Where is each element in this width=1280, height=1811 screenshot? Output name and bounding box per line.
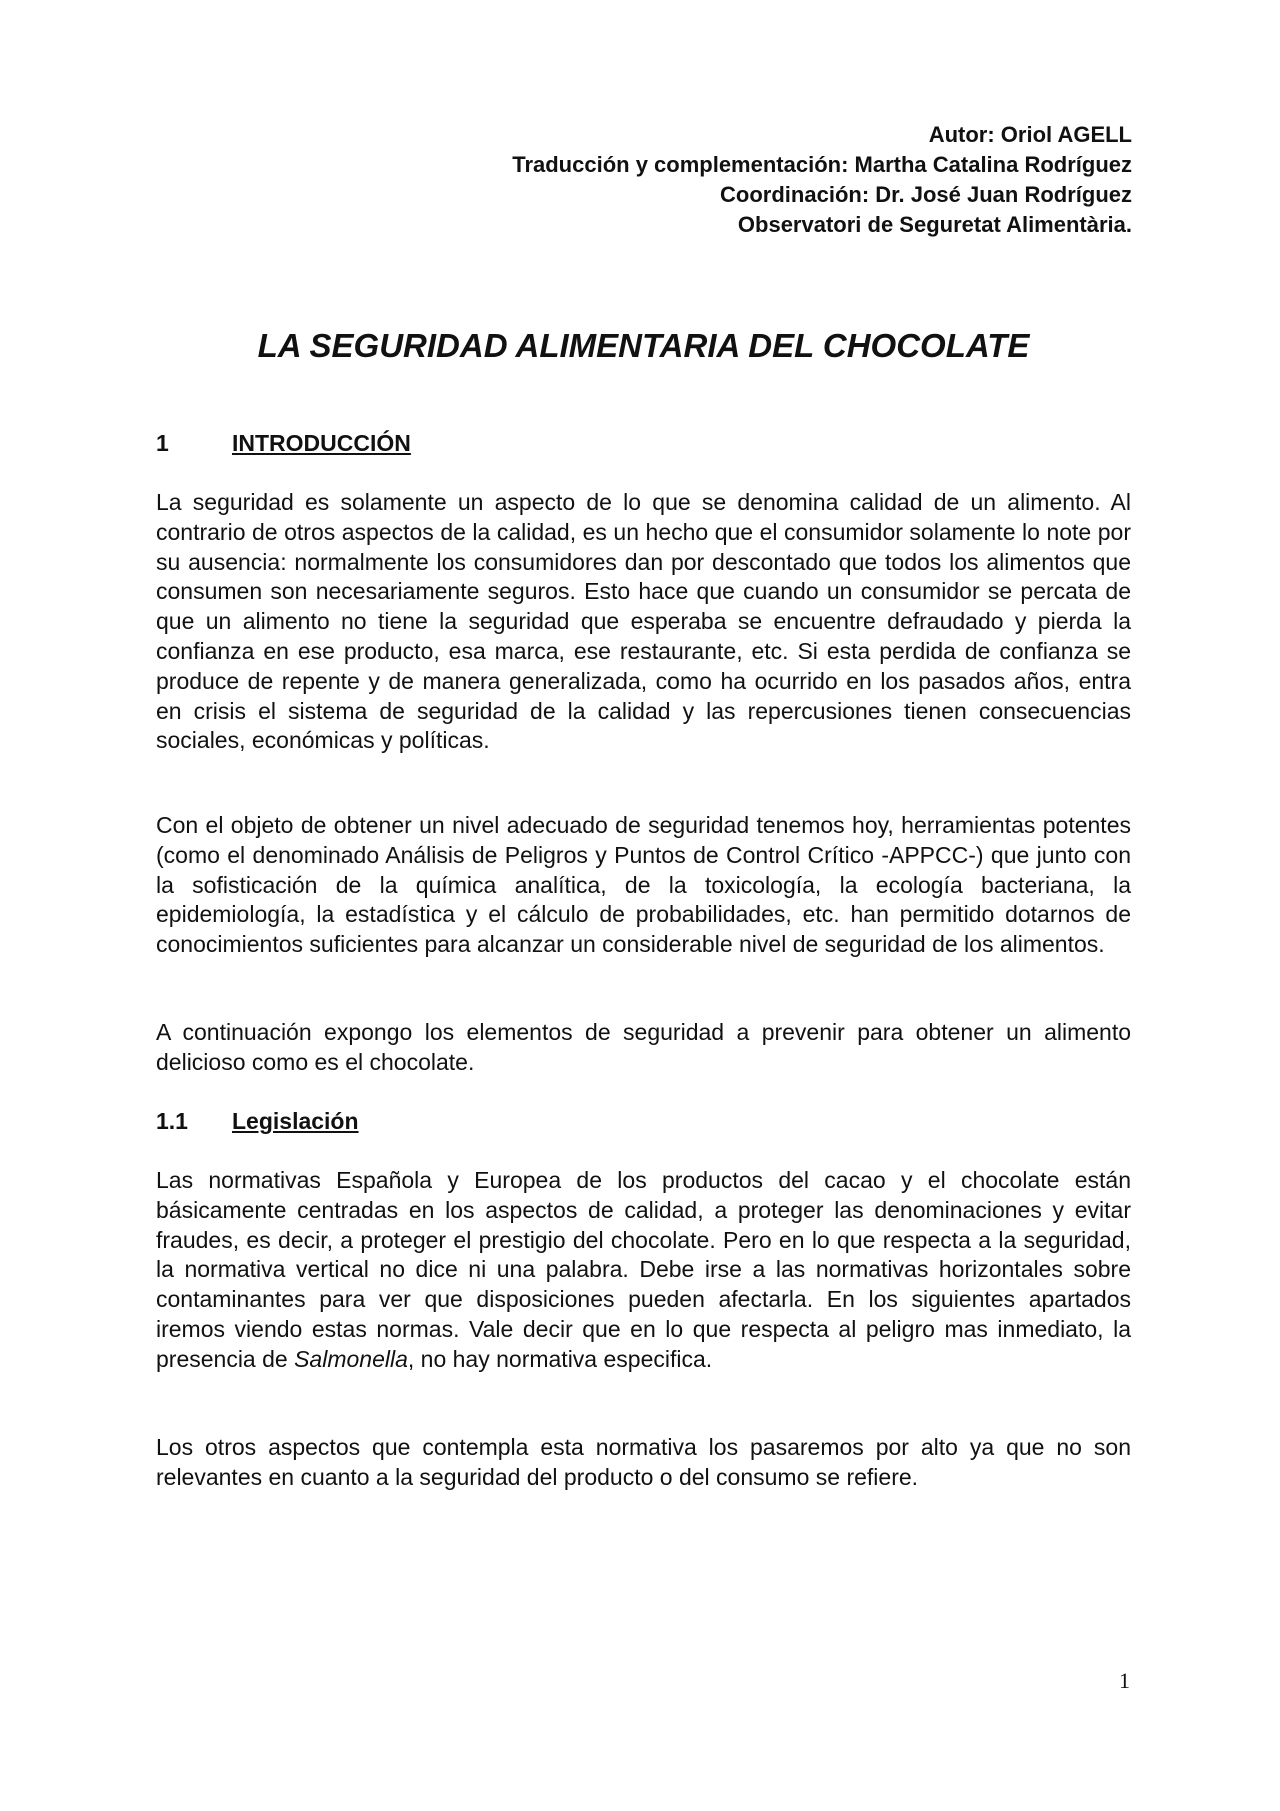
intro-paragraph-2: Con el objeto de obtener un nivel adecuado de seguridad tenemos hoy, herramientas potentes (como el denominado Análisis de Peligros y Puntos de Control Crítico -APPCC-) que junto con la sofisticación de la química analítica, de la toxicología, la ecología bacteriana, la epidemiología, la estadística y el cálculo de probabilidades, etc. han permitido dotarnos de conocimientos suficientes para alcanzar un considerable nivel de seguridad de los alimentos. xyxy=(156,812,1131,958)
organization-line: Observatori de Seguretat Alimentària. xyxy=(737,212,1132,237)
coordination-line: Coordinación: Dr. José Juan Rodríguez xyxy=(720,182,1132,207)
subsection-title: Legislación xyxy=(232,1108,359,1134)
translation-line: Traducción y complementación: Martha Catalina Rodríguez xyxy=(512,152,1132,177)
document-title: LA SEGURIDAD ALIMENTARIA DEL CHOCOLATE xyxy=(257,327,1030,364)
legislation-paragraph-2: Los otros aspectos que contempla esta normativa los pasaremos por alto ya que no son relevantes en cuanto a la seguridad del producto o del consumo se refiere. xyxy=(156,1434,1131,1490)
legislation-text-start: Las normativas Española y Europea de los productos del cacao y el chocolate están básicamente centradas en los aspectos de calidad, a proteger las denominaciones y evitar fraudes, es decir, a proteger el prestigio del chocolate. Pero en lo que respecta a la seguridad, la normativa vertical no dice ni una palabra. Debe irse a las normativas horizontales sobre contaminantes para ver que disposiciones pueden afectarla. En los siguientes apartados iremos viendo estas normas. Vale decir que en lo que respecta al peligro mas inmediato, la presencia de xyxy=(156,1167,1131,1372)
section-heading-legislacion xyxy=(156,1106,359,1136)
legislation-paragraph-1 xyxy=(156,1166,1131,1375)
author-header xyxy=(512,120,1132,240)
salmonella-term: Salmonella xyxy=(294,1345,408,1372)
section-title: INTRODUCCIÓN xyxy=(232,430,411,456)
subsection-number: 1.1 xyxy=(156,1108,188,1134)
author-line: Autor: Oriol AGELL xyxy=(928,122,1132,147)
intro-paragraph-3: A continuación expongo los elementos de seguridad a prevenir para obtener un alimento delicioso como es el chocolate. xyxy=(156,1019,1131,1075)
page-number: 1 xyxy=(1119,1668,1130,1693)
legislation-text-end: , no hay normativa especifica. xyxy=(407,1345,713,1372)
intro-paragraph-1: La seguridad es solamente un aspecto de lo que se denomina calidad de un alimento. Al contrario de otros aspectos de la calidad, es un hecho que el consumidor solamente lo note por su ausencia: normalmente los consumidores dan por descontado que todos los alimentos que consumen son necesariamente seguros. Esto hace que cuando un consumidor se percata de que un alimento no tiene la seguridad que esperaba se encuentre defraudado y pierda la confianza en ese producto, esa marca, ese restaurante, etc. Si esta perdida de confianza se produce de repente y de manera generalizada, como ha ocurrido en los pasados años, entra en crisis el sistema de seguridad de la calidad y las repercusiones tienen consecuencias sociales, económicas y políticas. xyxy=(156,489,1131,754)
section-number: 1 xyxy=(156,430,169,456)
section-heading-introduccion xyxy=(156,428,411,458)
